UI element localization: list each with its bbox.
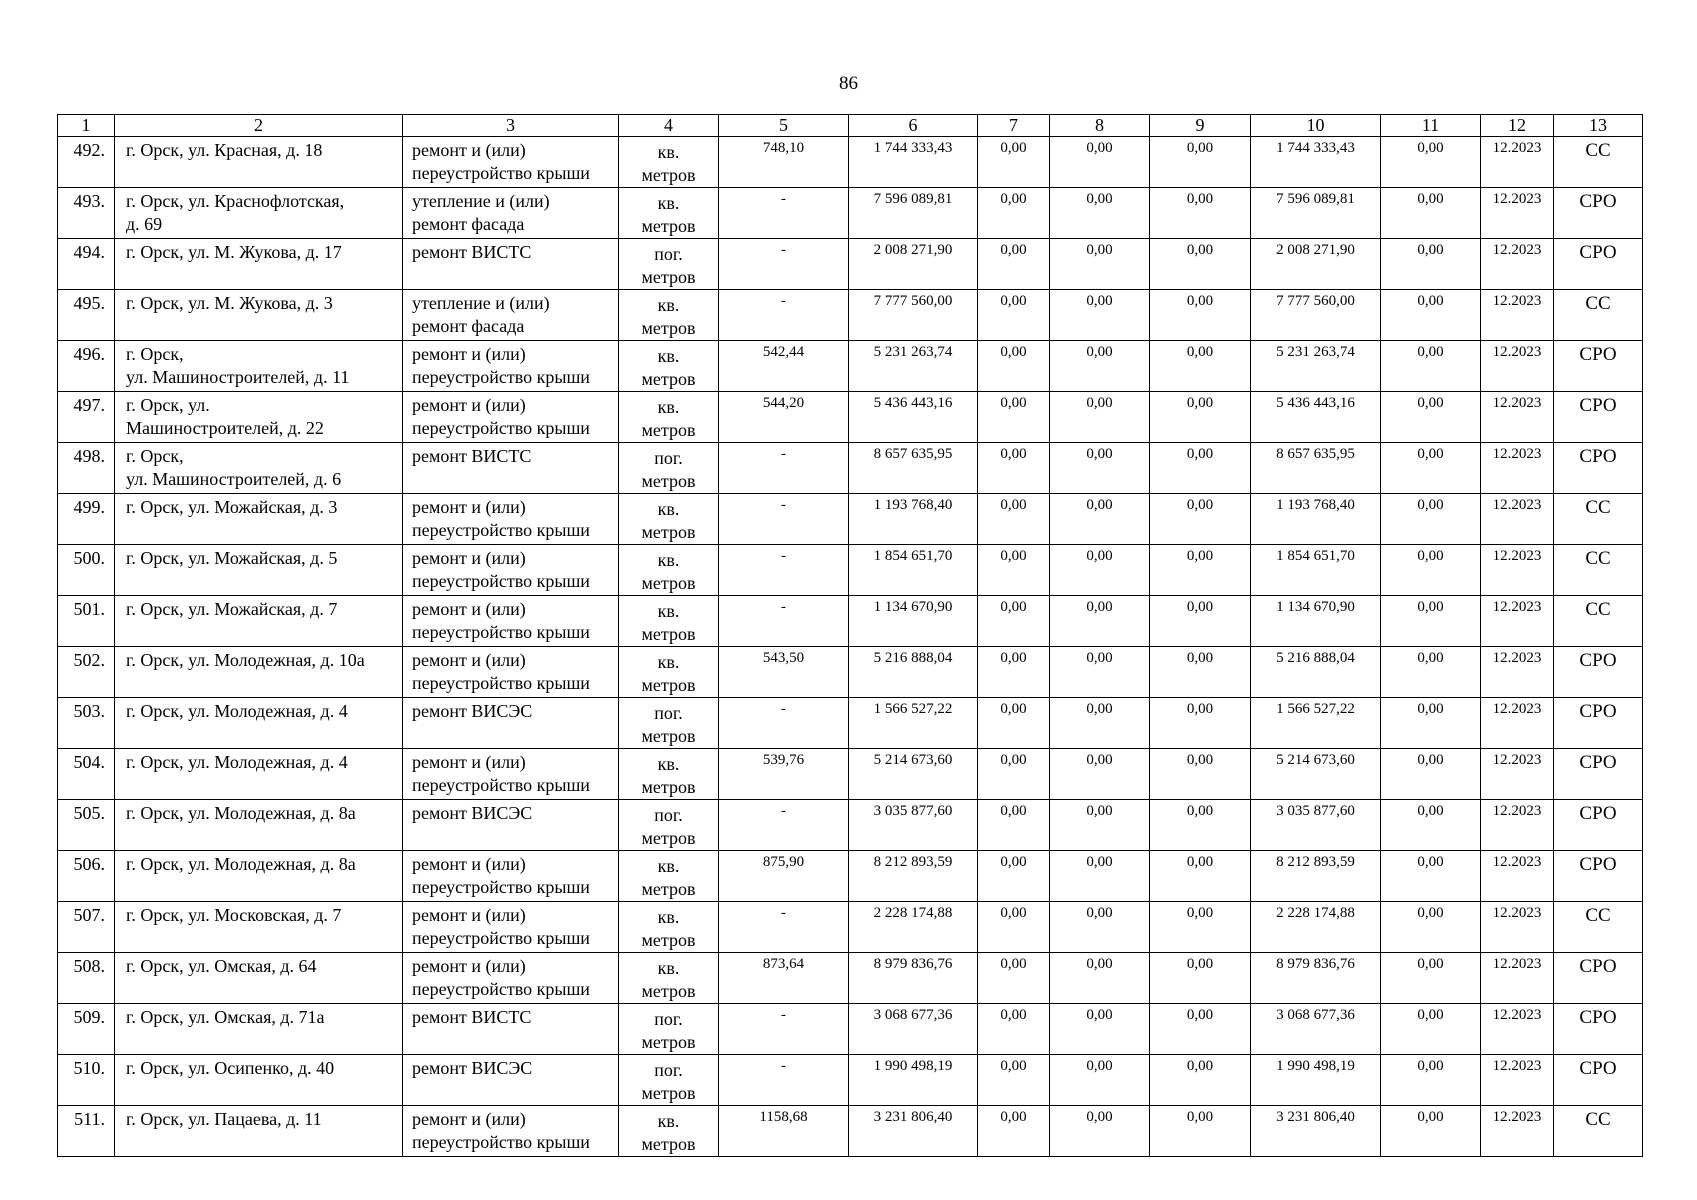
total-cost-cell: 1 134 670,90 bbox=[849, 596, 978, 647]
unit-cell: кв. метров bbox=[619, 953, 719, 1004]
value-cell: 0,00 bbox=[1050, 392, 1150, 443]
column-header: 12 bbox=[1481, 115, 1554, 137]
area-cell: 873,64 bbox=[719, 953, 849, 1004]
work-type-cell: утепление и (или) ремонт фасада bbox=[403, 290, 619, 341]
value-cell: 0,00 bbox=[978, 290, 1050, 341]
fund-cost-cell: 7 777 560,00 bbox=[1251, 290, 1381, 341]
value-cell: 0,00 bbox=[1050, 188, 1150, 239]
date-cell: 12.2023 bbox=[1481, 392, 1554, 443]
address-cell: г. Орск, ул. Краснофлотская, д. 69 bbox=[115, 188, 403, 239]
value-cell: 0,00 bbox=[1150, 698, 1251, 749]
unit-cell: кв. метров bbox=[619, 596, 719, 647]
value-cell: 0,00 bbox=[1381, 341, 1481, 392]
value-cell: 0,00 bbox=[978, 137, 1050, 188]
value-cell: 0,00 bbox=[1050, 749, 1150, 800]
header-row bbox=[58, 115, 1643, 137]
fund-cost-cell: 5 231 263,74 bbox=[1251, 341, 1381, 392]
value-cell: 0,00 bbox=[1150, 953, 1251, 1004]
table-row bbox=[58, 545, 1643, 596]
unit-cell: кв. метров bbox=[619, 392, 719, 443]
table-row bbox=[58, 698, 1643, 749]
value-cell: 0,00 bbox=[978, 494, 1050, 545]
fund-cost-cell: 1 990 498,19 bbox=[1251, 1055, 1381, 1106]
unit-cell: кв. метров bbox=[619, 1106, 719, 1157]
row-number: 496. bbox=[58, 341, 115, 392]
value-cell: 0,00 bbox=[1150, 443, 1251, 494]
table-row bbox=[58, 494, 1643, 545]
value-cell: 0,00 bbox=[978, 953, 1050, 1004]
table-row bbox=[58, 239, 1643, 290]
work-type-cell: ремонт и (или) переустройство крыши bbox=[403, 749, 619, 800]
address-cell: г. Орск, ул. Молодежная, д. 10а bbox=[115, 647, 403, 698]
value-cell: 0,00 bbox=[1150, 596, 1251, 647]
area-cell: - bbox=[719, 800, 849, 851]
row-number: 500. bbox=[58, 545, 115, 596]
area-cell: 543,50 bbox=[719, 647, 849, 698]
row-number: 492. bbox=[58, 137, 115, 188]
page-number: 86 bbox=[839, 73, 858, 94]
value-cell: 0,00 bbox=[1381, 851, 1481, 902]
total-cost-cell: 1 990 498,19 bbox=[849, 1055, 978, 1106]
column-header: 10 bbox=[1251, 115, 1381, 137]
method-code-cell: СРО bbox=[1554, 800, 1643, 851]
row-number: 495. bbox=[58, 290, 115, 341]
unit-cell: кв. метров bbox=[619, 545, 719, 596]
value-cell: 0,00 bbox=[1050, 596, 1150, 647]
table-row bbox=[58, 188, 1643, 239]
value-cell: 0,00 bbox=[978, 443, 1050, 494]
method-code-cell: СС bbox=[1554, 137, 1643, 188]
value-cell: 0,00 bbox=[1381, 698, 1481, 749]
work-type-cell: ремонт и (или) переустройство крыши bbox=[403, 851, 619, 902]
area-cell: - bbox=[719, 545, 849, 596]
unit-cell: кв. метров bbox=[619, 851, 719, 902]
unit-cell: пог. метров bbox=[619, 1055, 719, 1106]
address-cell: г. Орск, ул. Можайская, д. 3 bbox=[115, 494, 403, 545]
address-cell: г. Орск, ул. Можайская, д. 5 bbox=[115, 545, 403, 596]
fund-cost-cell: 8 212 893,59 bbox=[1251, 851, 1381, 902]
value-cell: 0,00 bbox=[1150, 647, 1251, 698]
value-cell: 0,00 bbox=[1381, 545, 1481, 596]
value-cell: 0,00 bbox=[1381, 137, 1481, 188]
address-cell: г. Орск, ул. Молодежная, д. 8а bbox=[115, 851, 403, 902]
unit-cell: кв. метров bbox=[619, 290, 719, 341]
value-cell: 0,00 bbox=[978, 239, 1050, 290]
address-cell: г. Орск, ул. Машиностроителей, д. 6 bbox=[115, 443, 403, 494]
column-header: 3 bbox=[403, 115, 619, 137]
date-cell: 12.2023 bbox=[1481, 188, 1554, 239]
value-cell: 0,00 bbox=[978, 698, 1050, 749]
method-code-cell: СРО bbox=[1554, 647, 1643, 698]
value-cell: 0,00 bbox=[1381, 953, 1481, 1004]
date-cell: 12.2023 bbox=[1481, 1106, 1554, 1157]
total-cost-cell: 5 216 888,04 bbox=[849, 647, 978, 698]
date-cell: 12.2023 bbox=[1481, 494, 1554, 545]
value-cell: 0,00 bbox=[1150, 290, 1251, 341]
total-cost-cell: 1 566 527,22 bbox=[849, 698, 978, 749]
area-cell: 875,90 bbox=[719, 851, 849, 902]
value-cell: 0,00 bbox=[1381, 494, 1481, 545]
method-code-cell: СРО bbox=[1554, 392, 1643, 443]
date-cell: 12.2023 bbox=[1481, 953, 1554, 1004]
date-cell: 12.2023 bbox=[1481, 647, 1554, 698]
method-code-cell: СРО bbox=[1554, 188, 1643, 239]
row-number: 497. bbox=[58, 392, 115, 443]
value-cell: 0,00 bbox=[1150, 800, 1251, 851]
method-code-cell: СС bbox=[1554, 545, 1643, 596]
table-body bbox=[58, 137, 1643, 1157]
work-type-cell: ремонт ВИСТС bbox=[403, 1004, 619, 1055]
unit-cell: кв. метров bbox=[619, 341, 719, 392]
address-cell: г. Орск, ул. Молодежная, д. 4 bbox=[115, 749, 403, 800]
area-cell: 544,20 bbox=[719, 392, 849, 443]
address-cell: г. Орск, ул. Омская, д. 71а bbox=[115, 1004, 403, 1055]
unit-cell: пог. метров bbox=[619, 443, 719, 494]
method-code-cell: СРО bbox=[1554, 698, 1643, 749]
fund-cost-cell: 1 854 651,70 bbox=[1251, 545, 1381, 596]
value-cell: 0,00 bbox=[1381, 647, 1481, 698]
value-cell: 0,00 bbox=[1050, 953, 1150, 1004]
row-number: 503. bbox=[58, 698, 115, 749]
value-cell: 0,00 bbox=[1381, 749, 1481, 800]
address-cell: г. Орск, ул. Пацаева, д. 11 bbox=[115, 1106, 403, 1157]
area-cell: - bbox=[719, 239, 849, 290]
area-cell: 542,44 bbox=[719, 341, 849, 392]
column-header: 11 bbox=[1381, 115, 1481, 137]
unit-cell: кв. метров bbox=[619, 902, 719, 953]
area-cell: - bbox=[719, 188, 849, 239]
fund-cost-cell: 2 228 174,88 bbox=[1251, 902, 1381, 953]
value-cell: 0,00 bbox=[1150, 392, 1251, 443]
table-row bbox=[58, 290, 1643, 341]
table-row bbox=[58, 1106, 1643, 1157]
unit-cell: кв. метров bbox=[619, 188, 719, 239]
table-row bbox=[58, 1055, 1643, 1106]
value-cell: 0,00 bbox=[978, 851, 1050, 902]
value-cell: 0,00 bbox=[1050, 800, 1150, 851]
address-cell: г. Орск, ул. М. Жукова, д. 17 bbox=[115, 239, 403, 290]
date-cell: 12.2023 bbox=[1481, 341, 1554, 392]
column-header: 13 bbox=[1554, 115, 1643, 137]
method-code-cell: СС bbox=[1554, 1106, 1643, 1157]
unit-cell: кв. метров bbox=[619, 137, 719, 188]
value-cell: 0,00 bbox=[978, 1055, 1050, 1106]
work-type-cell: ремонт и (или) переустройство крыши bbox=[403, 545, 619, 596]
value-cell: 0,00 bbox=[1150, 1106, 1251, 1157]
column-header: 4 bbox=[619, 115, 719, 137]
method-code-cell: СРО bbox=[1554, 1004, 1643, 1055]
date-cell: 12.2023 bbox=[1481, 851, 1554, 902]
value-cell: 0,00 bbox=[1381, 188, 1481, 239]
value-cell: 0,00 bbox=[978, 188, 1050, 239]
unit-cell: кв. метров bbox=[619, 749, 719, 800]
total-cost-cell: 2 228 174,88 bbox=[849, 902, 978, 953]
address-cell: г. Орск, ул. Машиностроителей, д. 22 bbox=[115, 392, 403, 443]
method-code-cell: СС bbox=[1554, 494, 1643, 545]
address-cell: г. Орск, ул. Осипенко, д. 40 bbox=[115, 1055, 403, 1106]
unit-cell: пог. метров bbox=[619, 800, 719, 851]
row-number: 493. bbox=[58, 188, 115, 239]
value-cell: 0,00 bbox=[978, 1004, 1050, 1055]
method-code-cell: СРО bbox=[1554, 239, 1643, 290]
row-number: 504. bbox=[58, 749, 115, 800]
method-code-cell: СРО bbox=[1554, 749, 1643, 800]
unit-cell: пог. метров bbox=[619, 698, 719, 749]
value-cell: 0,00 bbox=[978, 392, 1050, 443]
address-cell: г. Орск, ул. Молодежная, д. 8а bbox=[115, 800, 403, 851]
date-cell: 12.2023 bbox=[1481, 1055, 1554, 1106]
work-type-cell: ремонт ВИСТС bbox=[403, 239, 619, 290]
area-cell: - bbox=[719, 698, 849, 749]
fund-cost-cell: 3 035 877,60 bbox=[1251, 800, 1381, 851]
column-header: 9 bbox=[1150, 115, 1251, 137]
method-code-cell: СРО bbox=[1554, 1055, 1643, 1106]
address-cell: г. Орск, ул. М. Жукова, д. 3 bbox=[115, 290, 403, 341]
value-cell: 0,00 bbox=[1050, 1055, 1150, 1106]
method-code-cell: СС bbox=[1554, 596, 1643, 647]
value-cell: 0,00 bbox=[978, 647, 1050, 698]
date-cell: 12.2023 bbox=[1481, 290, 1554, 341]
row-number: 506. bbox=[58, 851, 115, 902]
value-cell: 0,00 bbox=[978, 749, 1050, 800]
row-number: 499. bbox=[58, 494, 115, 545]
date-cell: 12.2023 bbox=[1481, 698, 1554, 749]
value-cell: 0,00 bbox=[1381, 1106, 1481, 1157]
table-row bbox=[58, 137, 1643, 188]
value-cell: 0,00 bbox=[1150, 545, 1251, 596]
total-cost-cell: 1 854 651,70 bbox=[849, 545, 978, 596]
work-type-cell: ремонт и (или) переустройство крыши bbox=[403, 1106, 619, 1157]
table-header bbox=[58, 115, 1643, 137]
column-header: 2 bbox=[115, 115, 403, 137]
work-type-cell: ремонт и (или) переустройство крыши bbox=[403, 596, 619, 647]
value-cell: 0,00 bbox=[1150, 188, 1251, 239]
value-cell: 0,00 bbox=[1381, 392, 1481, 443]
value-cell: 0,00 bbox=[1150, 239, 1251, 290]
area-cell: 539,76 bbox=[719, 749, 849, 800]
value-cell: 0,00 bbox=[1381, 902, 1481, 953]
row-number: 501. bbox=[58, 596, 115, 647]
date-cell: 12.2023 bbox=[1481, 800, 1554, 851]
table-row bbox=[58, 392, 1643, 443]
value-cell: 0,00 bbox=[1050, 545, 1150, 596]
area-cell: 748,10 bbox=[719, 137, 849, 188]
table-row bbox=[58, 443, 1643, 494]
date-cell: 12.2023 bbox=[1481, 545, 1554, 596]
value-cell: 0,00 bbox=[978, 545, 1050, 596]
value-cell: 0,00 bbox=[1381, 596, 1481, 647]
value-cell: 0,00 bbox=[1050, 698, 1150, 749]
value-cell: 0,00 bbox=[1050, 239, 1150, 290]
row-number: 505. bbox=[58, 800, 115, 851]
total-cost-cell: 7 777 560,00 bbox=[849, 290, 978, 341]
total-cost-cell: 5 436 443,16 bbox=[849, 392, 978, 443]
area-cell: - bbox=[719, 443, 849, 494]
row-number: 507. bbox=[58, 902, 115, 953]
work-type-cell: ремонт и (или) переустройство крыши bbox=[403, 341, 619, 392]
total-cost-cell: 5 231 263,74 bbox=[849, 341, 978, 392]
fund-cost-cell: 8 979 836,76 bbox=[1251, 953, 1381, 1004]
row-number: 510. bbox=[58, 1055, 115, 1106]
value-cell: 0,00 bbox=[1050, 1004, 1150, 1055]
row-number: 508. bbox=[58, 953, 115, 1004]
value-cell: 0,00 bbox=[1050, 1106, 1150, 1157]
fund-cost-cell: 5 436 443,16 bbox=[1251, 392, 1381, 443]
date-cell: 12.2023 bbox=[1481, 902, 1554, 953]
total-cost-cell: 3 035 877,60 bbox=[849, 800, 978, 851]
value-cell: 0,00 bbox=[1150, 902, 1251, 953]
value-cell: 0,00 bbox=[1381, 800, 1481, 851]
fund-cost-cell: 1 193 768,40 bbox=[1251, 494, 1381, 545]
fund-cost-cell: 1 134 670,90 bbox=[1251, 596, 1381, 647]
method-code-cell: СРО bbox=[1554, 341, 1643, 392]
fund-cost-cell: 3 231 806,40 bbox=[1251, 1106, 1381, 1157]
total-cost-cell: 2 008 271,90 bbox=[849, 239, 978, 290]
value-cell: 0,00 bbox=[1381, 443, 1481, 494]
work-type-cell: ремонт и (или) переустройство крыши bbox=[403, 137, 619, 188]
address-cell: г. Орск, ул. Можайская, д. 7 bbox=[115, 596, 403, 647]
date-cell: 12.2023 bbox=[1481, 239, 1554, 290]
column-header: 1 bbox=[58, 115, 115, 137]
fund-cost-cell: 1 744 333,43 bbox=[1251, 137, 1381, 188]
column-header: 7 bbox=[978, 115, 1050, 137]
value-cell: 0,00 bbox=[1150, 1004, 1251, 1055]
total-cost-cell: 7 596 089,81 bbox=[849, 188, 978, 239]
row-number: 494. bbox=[58, 239, 115, 290]
fund-cost-cell: 3 068 677,36 bbox=[1251, 1004, 1381, 1055]
area-cell: - bbox=[719, 1055, 849, 1106]
table-row bbox=[58, 800, 1643, 851]
unit-cell: кв. метров bbox=[619, 494, 719, 545]
address-cell: г. Орск, ул. Московская, д. 7 bbox=[115, 902, 403, 953]
fund-cost-cell: 5 214 673,60 bbox=[1251, 749, 1381, 800]
work-type-cell: ремонт ВИСЭС bbox=[403, 698, 619, 749]
area-cell: - bbox=[719, 1004, 849, 1055]
method-code-cell: СРО bbox=[1554, 953, 1643, 1004]
work-type-cell: ремонт и (или) переустройство крыши bbox=[403, 392, 619, 443]
area-cell: 1158,68 bbox=[719, 1106, 849, 1157]
date-cell: 12.2023 bbox=[1481, 1004, 1554, 1055]
value-cell: 0,00 bbox=[1050, 137, 1150, 188]
value-cell: 0,00 bbox=[1150, 851, 1251, 902]
value-cell: 0,00 bbox=[1150, 341, 1251, 392]
fund-cost-cell: 2 008 271,90 bbox=[1251, 239, 1381, 290]
area-cell: - bbox=[719, 290, 849, 341]
value-cell: 0,00 bbox=[1381, 290, 1481, 341]
value-cell: 0,00 bbox=[1050, 341, 1150, 392]
row-number: 509. bbox=[58, 1004, 115, 1055]
fund-cost-cell: 1 566 527,22 bbox=[1251, 698, 1381, 749]
unit-cell: пог. метров bbox=[619, 239, 719, 290]
column-header: 8 bbox=[1050, 115, 1150, 137]
date-cell: 12.2023 bbox=[1481, 443, 1554, 494]
fund-cost-cell: 5 216 888,04 bbox=[1251, 647, 1381, 698]
fund-cost-cell: 7 596 089,81 bbox=[1251, 188, 1381, 239]
address-cell: г. Орск, ул. Машиностроителей, д. 11 bbox=[115, 341, 403, 392]
value-cell: 0,00 bbox=[978, 902, 1050, 953]
total-cost-cell: 3 068 677,36 bbox=[849, 1004, 978, 1055]
work-type-cell: ремонт и (или) переустройство крыши bbox=[403, 902, 619, 953]
table-row bbox=[58, 902, 1643, 953]
table-row bbox=[58, 647, 1643, 698]
value-cell: 0,00 bbox=[1050, 647, 1150, 698]
work-type-cell: ремонт ВИСЭС bbox=[403, 800, 619, 851]
row-number: 502. bbox=[58, 647, 115, 698]
value-cell: 0,00 bbox=[978, 341, 1050, 392]
work-type-cell: утепление и (или) ремонт фасада bbox=[403, 188, 619, 239]
unit-cell: кв. метров bbox=[619, 647, 719, 698]
value-cell: 0,00 bbox=[1150, 494, 1251, 545]
value-cell: 0,00 bbox=[1381, 1004, 1481, 1055]
total-cost-cell: 1 744 333,43 bbox=[849, 137, 978, 188]
value-cell: 0,00 bbox=[978, 1106, 1050, 1157]
value-cell: 0,00 bbox=[978, 800, 1050, 851]
value-cell: 0,00 bbox=[1050, 494, 1150, 545]
total-cost-cell: 3 231 806,40 bbox=[849, 1106, 978, 1157]
table-row bbox=[58, 749, 1643, 800]
work-type-cell: ремонт и (или) переустройство крыши bbox=[403, 494, 619, 545]
total-cost-cell: 5 214 673,60 bbox=[849, 749, 978, 800]
column-header: 5 bbox=[719, 115, 849, 137]
table-row bbox=[58, 851, 1643, 902]
row-number: 511. bbox=[58, 1106, 115, 1157]
total-cost-cell: 8 979 836,76 bbox=[849, 953, 978, 1004]
area-cell: - bbox=[719, 902, 849, 953]
address-cell: г. Орск, ул. Красная, д. 18 bbox=[115, 137, 403, 188]
fund-cost-cell: 8 657 635,95 bbox=[1251, 443, 1381, 494]
area-cell: - bbox=[719, 596, 849, 647]
method-code-cell: СРО bbox=[1554, 443, 1643, 494]
value-cell: 0,00 bbox=[1050, 290, 1150, 341]
work-type-cell: ремонт ВИСТС bbox=[403, 443, 619, 494]
method-code-cell: СРО bbox=[1554, 851, 1643, 902]
value-cell: 0,00 bbox=[1050, 443, 1150, 494]
work-type-cell: ремонт ВИСЭС bbox=[403, 1055, 619, 1106]
value-cell: 0,00 bbox=[1050, 851, 1150, 902]
date-cell: 12.2023 bbox=[1481, 749, 1554, 800]
total-cost-cell: 8 657 635,95 bbox=[849, 443, 978, 494]
row-number: 498. bbox=[58, 443, 115, 494]
work-type-cell: ремонт и (или) переустройство крыши bbox=[403, 647, 619, 698]
capital-repair-table bbox=[57, 114, 1643, 1157]
table-row bbox=[58, 341, 1643, 392]
value-cell: 0,00 bbox=[1050, 902, 1150, 953]
value-cell: 0,00 bbox=[978, 596, 1050, 647]
work-type-cell: ремонт и (или) переустройство крыши bbox=[403, 953, 619, 1004]
date-cell: 12.2023 bbox=[1481, 596, 1554, 647]
total-cost-cell: 8 212 893,59 bbox=[849, 851, 978, 902]
date-cell: 12.2023 bbox=[1481, 137, 1554, 188]
method-code-cell: СС bbox=[1554, 902, 1643, 953]
value-cell: 0,00 bbox=[1381, 239, 1481, 290]
value-cell: 0,00 bbox=[1150, 1055, 1251, 1106]
table-row bbox=[58, 1004, 1643, 1055]
unit-cell: пог. метров bbox=[619, 1004, 719, 1055]
address-cell: г. Орск, ул. Омская, д. 64 bbox=[115, 953, 403, 1004]
table-row bbox=[58, 953, 1643, 1004]
value-cell: 0,00 bbox=[1150, 749, 1251, 800]
column-header: 6 bbox=[849, 115, 978, 137]
value-cell: 0,00 bbox=[1150, 137, 1251, 188]
method-code-cell: СС bbox=[1554, 290, 1643, 341]
value-cell: 0,00 bbox=[1381, 1055, 1481, 1106]
total-cost-cell: 1 193 768,40 bbox=[849, 494, 978, 545]
address-cell: г. Орск, ул. Молодежная, д. 4 bbox=[115, 698, 403, 749]
area-cell: - bbox=[719, 494, 849, 545]
table-row bbox=[58, 596, 1643, 647]
